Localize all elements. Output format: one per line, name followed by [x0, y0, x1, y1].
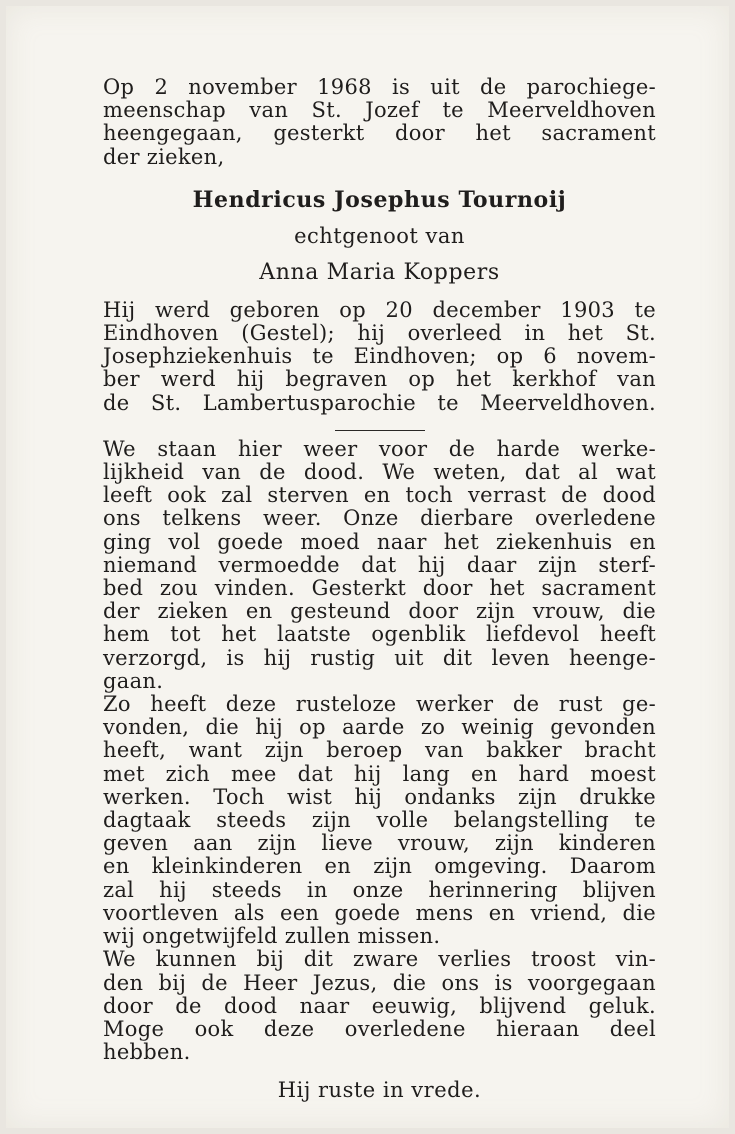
- biography-line: Hij werd geboren op 20 december 1903 te: [103, 297, 656, 322]
- reflection-line: verzorgd, is hij rustig uit dit leven heenge-: [103, 645, 656, 670]
- card-content: [103, 76, 656, 1102]
- reflection-line: hem tot het laatste ogenblik liefdevol heeft: [103, 622, 656, 647]
- reflection-line: ons telkens weer. Onze dierbare overledene: [103, 506, 656, 531]
- spouse-name: Anna Maria Koppers: [259, 259, 500, 285]
- biography-line: ber werd hij begraven op het kerkhof van: [103, 367, 656, 392]
- reflection-line: lijkheid van de dood. We weten, dat al wat: [103, 460, 656, 485]
- reflection-line: der zieken en gesteund door zijn vrouw, die: [103, 599, 656, 624]
- reflection-line: gaan.: [103, 668, 164, 693]
- reflection-line: zal hij steeds in onze herinnering blijven: [103, 877, 656, 902]
- deceased-name: Hendricus Josephus Tournoij: [192, 186, 567, 213]
- reflection-line: ging vol goede moed naar het ziekenhuis en: [103, 529, 656, 554]
- biography-line: de St. Lambertusparochie te Meerveldhoven.: [103, 390, 656, 415]
- reflection-line: dagtaak steeds zijn volle belangstelling te: [103, 808, 656, 833]
- intro-line: der zieken,: [103, 144, 225, 169]
- reflection-line: en kleinkinderen en zijn omgeving. Daarom: [103, 854, 656, 879]
- reflection-line: vonden, die hij op aarde zo weinig gevonden: [103, 715, 656, 740]
- reflection-line: We staan hier weer voor de harde werke-: [103, 436, 656, 461]
- reflection-line: niemand vermoedde dat hij daar zijn sterf-: [103, 552, 656, 577]
- closing-blessing: Hij ruste in vrede.: [277, 1078, 482, 1103]
- section-divider: [335, 430, 425, 431]
- memorial-card: [6, 6, 729, 1128]
- intro-paragraph: [103, 76, 656, 169]
- intro-line: meenschap van St. Jozef te Meerveldhoven: [103, 98, 656, 123]
- biography-paragraph: [103, 299, 656, 415]
- reflection-line: Moge ook deze overledene hieraan deel: [103, 1016, 656, 1041]
- intro-line: heengegaan, gesterkt door het sacrament: [103, 121, 656, 146]
- intro-line: Op 2 november 1968 is uit de parochiege-: [103, 75, 656, 99]
- reflection-line: bed zou vinden. Gesterkt door het sacrament: [103, 576, 656, 601]
- reflection-paragraph: [103, 438, 656, 1064]
- reflection-line: voortleven als een goede mens en vriend, die: [103, 900, 656, 925]
- reflection-line: leeft ook zal sterven en toch verrast de dood: [103, 483, 656, 508]
- reflection-line: geven aan zijn lieve vrouw, zijn kinderen: [103, 831, 656, 856]
- reflection-line: Zo heeft deze rusteloze werker de rust ge-: [103, 692, 656, 717]
- reflection-line: wij ongetwijfeld zullen missen.: [103, 924, 441, 949]
- reflection-line: den bij de Heer Jezus, die ons is voorgegaan: [103, 970, 656, 995]
- reflection-line: door de dood naar eeuwig, blijvend geluk.: [103, 993, 656, 1018]
- biography-line: Josephziekenhuis te Eindhoven; op 6 novem-: [103, 344, 656, 369]
- reflection-line: werken. Toch wist hij ondanks zijn drukke: [103, 784, 656, 809]
- reflection-line: hebben.: [103, 1040, 191, 1065]
- reflection-line: met zich mee dat hij lang en hard moest: [103, 761, 656, 786]
- relation-text: echtgenoot van: [294, 223, 465, 248]
- biography-line: Eindhoven (Gestel); hij overleed in het St.: [103, 321, 656, 346]
- reflection-line: heeft, want zijn beroep van bakker bracht: [103, 738, 656, 763]
- reflection-line: We kunnen bij dit zware verlies troost vin-: [103, 947, 656, 972]
